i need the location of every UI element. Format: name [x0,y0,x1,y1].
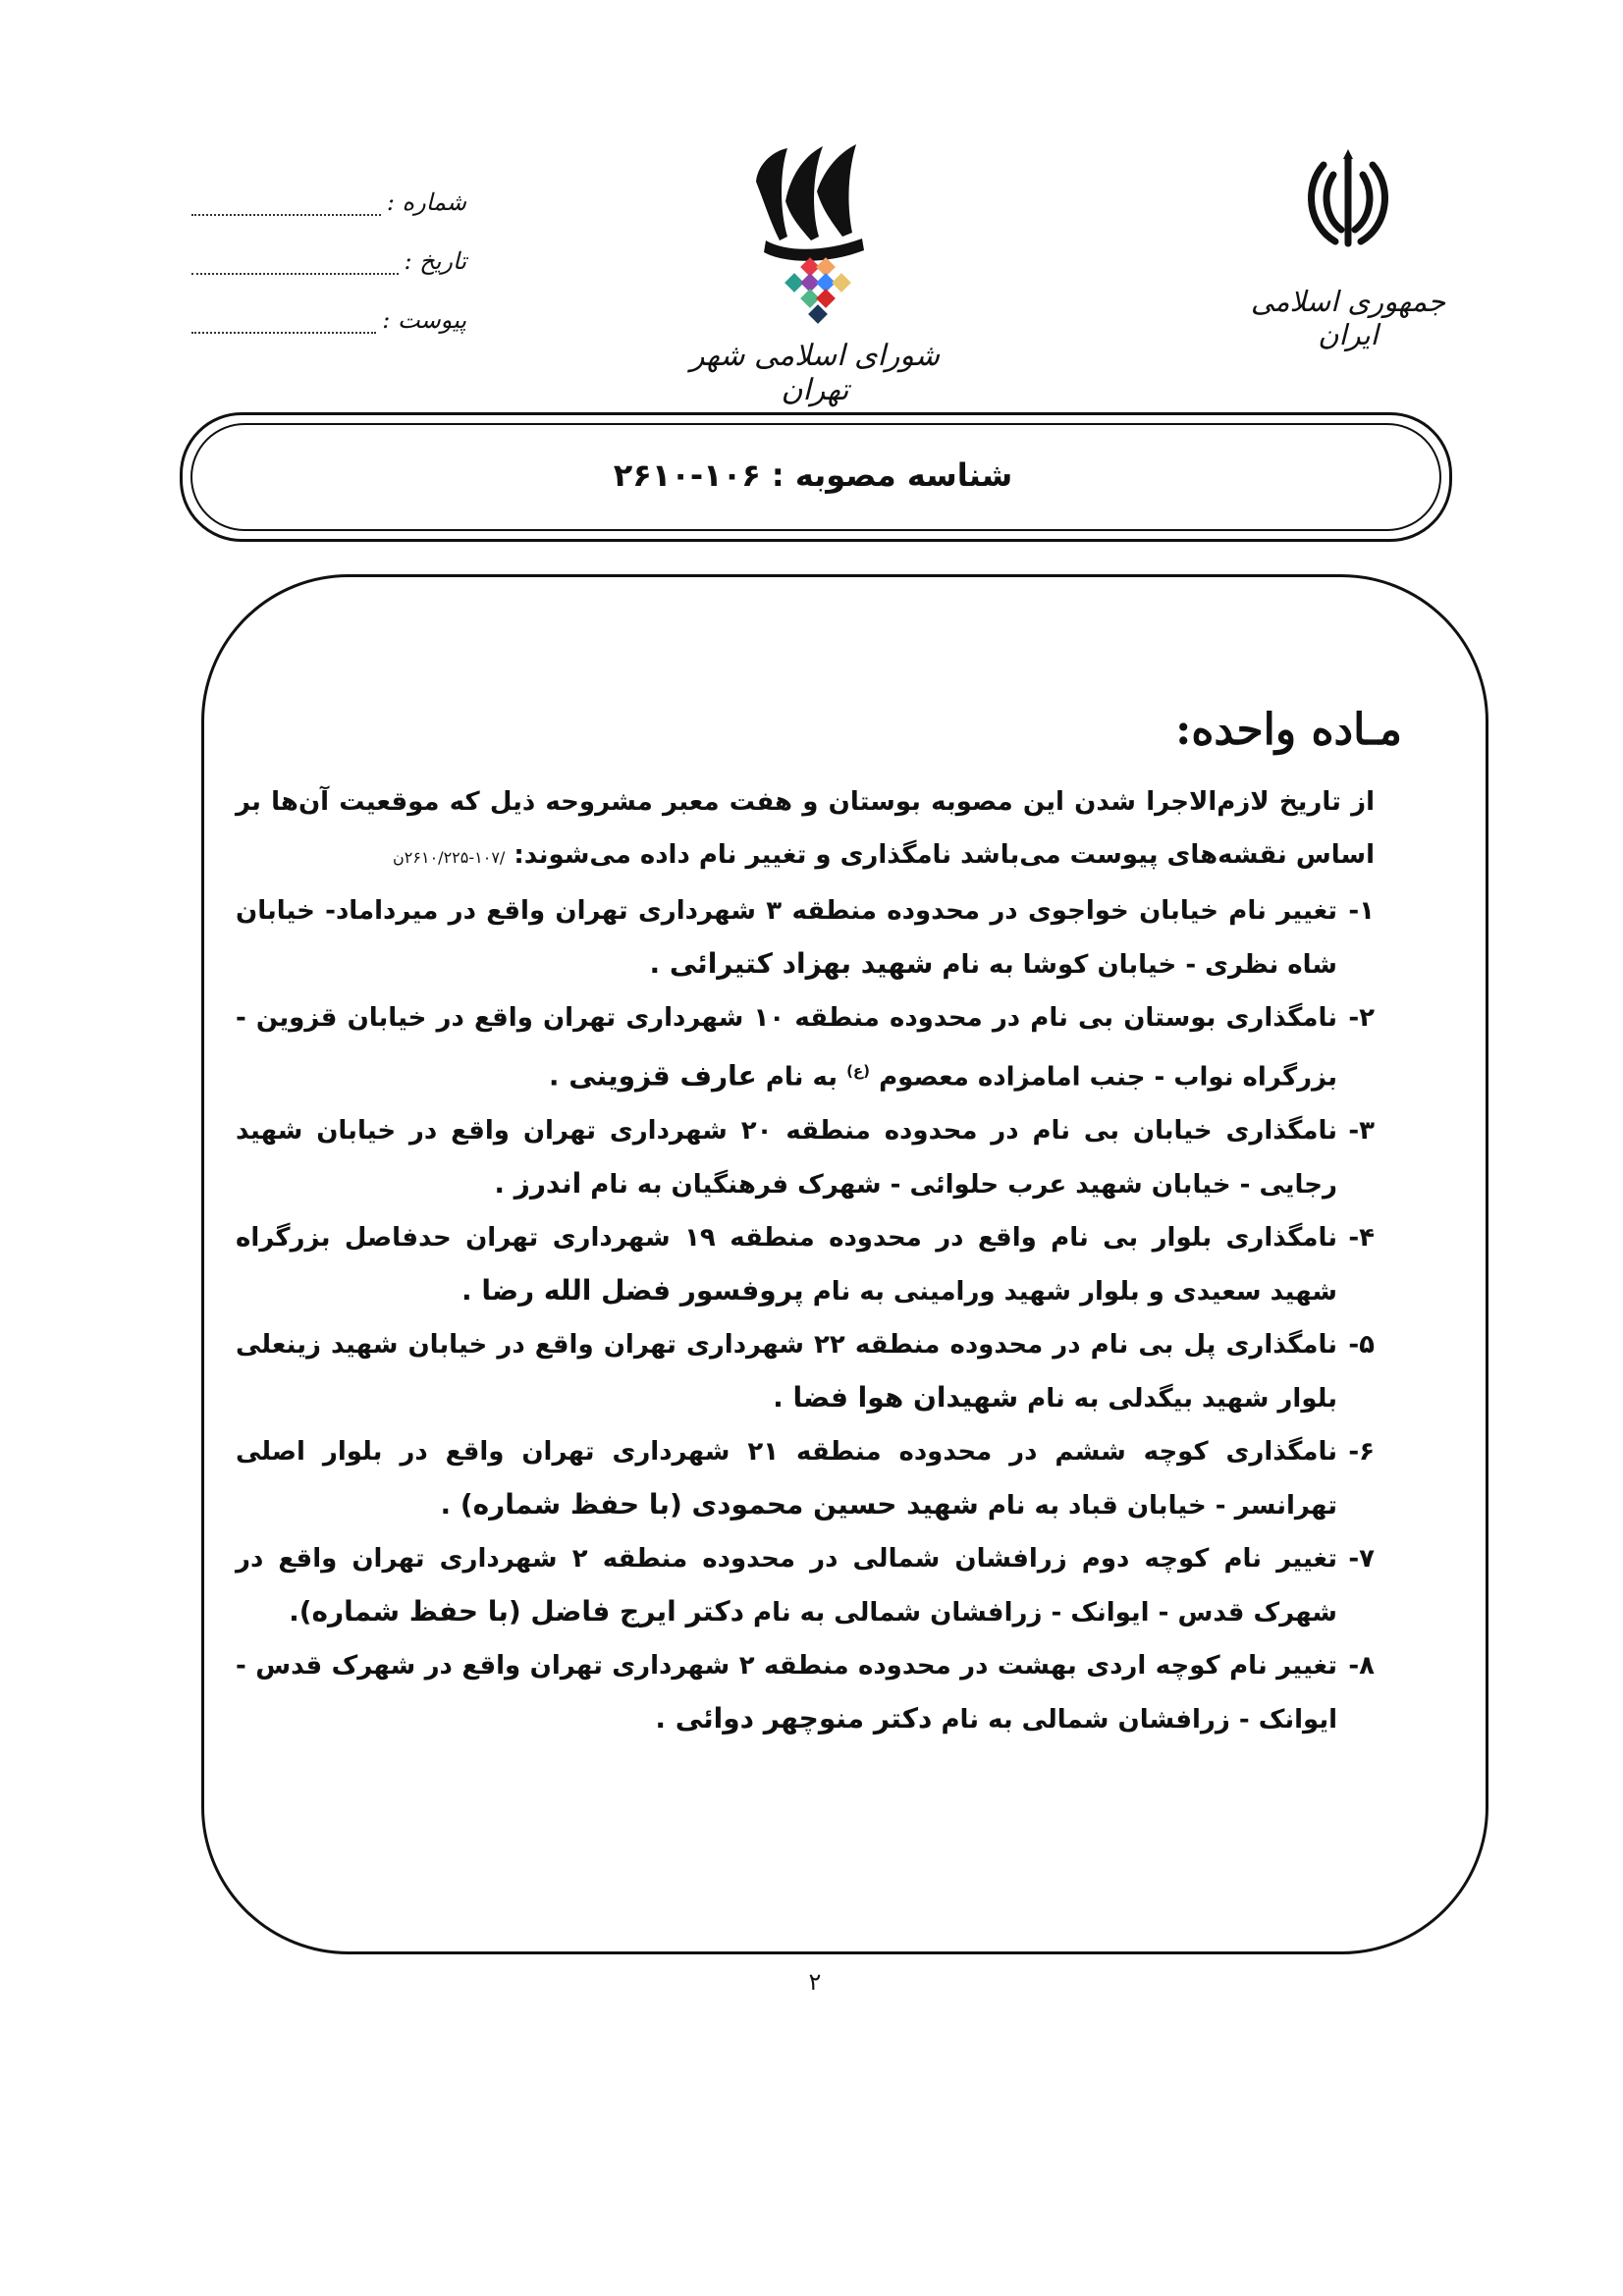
item-text: تغییر نام خیابان خواجوی در محدوده منطقه ۳ شهرداری تهران واقع در میرداماد- خیابان شاه نظری - خیابان کوشا به نام [236,896,1338,980]
item-name: پروفسور فضل الله رضا . [461,1273,804,1307]
item-number: ۵- [1348,1329,1375,1360]
number-dots [191,188,381,216]
date-label: تاریخ : [404,247,466,275]
item-number: ۲- [1348,1003,1375,1033]
item-name: شهیدان هوا فضا . [773,1380,1019,1414]
list-item [236,884,1375,991]
attachment-label: پیوست : [382,306,466,334]
reference-number: /۱۰۷-۲۶۱۰/۲۲۵ن [393,848,506,867]
list-item [236,1211,1375,1318]
item-number: ۴- [1348,1222,1375,1253]
item-number: ۱- [1348,896,1375,926]
item-number: ۳- [1348,1115,1375,1146]
item-text: نامگذاری بلوار بی نام واقع در محدوده منطقه ۱۹ شهرداری تهران حدفاصل بزرگراه شهید سعیدی و بلوار شهید ورامینی به نام [236,1222,1338,1307]
item-text: تغییر نام کوچه اردی بهشت در محدوده منطقه ۲ شهرداری تهران واقع در شهرک قدس - ایوانک - زرافشان شمالی به نام [236,1650,1337,1735]
item-name: شهید بهزاد کتیرائی . [649,947,934,980]
council-name: شورای اسلامی شهر تهران [690,339,940,407]
item-number: ۸- [1348,1650,1375,1681]
tehran-council-logo-icon [746,142,884,339]
item-name: اندرز . [494,1166,582,1200]
item-name: دکتر منوچهر دوائی . [655,1701,933,1735]
list-item [236,1425,1375,1532]
intro-text: از تاریخ لازم‌الاجرا شدن این مصوبه بوستان و هفت معبر مشروحه ذیل که موقعیت آن‌ها بر اساس نقشه‌های پیوست می‌باشد نامگذاری و تغییر نام داده می‌شوند: [236,787,1375,870]
list-item [236,1532,1375,1639]
item-text: نامگذاری پل بی نام در محدوده منطقه ۲۲ شهرداری تهران واقع در خیابان شهید زینعلی بلوار شهید بیگدلی به نام [236,1329,1337,1414]
number-field [191,177,466,216]
list-item [236,1318,1375,1425]
attachment-field [191,294,466,334]
item-text-2: به نام [765,1062,839,1093]
item-text: نامگذاری بوستان بی نام در محدوده منطقه ۱۰ شهرداری تهران واقع در خیابان قزوین - بزرگراه نواب - جنب امامزاده معصوم [236,1003,1337,1093]
resolution-id: شناسه مصوبه : ۱۰۶-۲۶۱۰ [613,456,1013,494]
date-field [191,236,466,275]
iran-emblem-icon [1294,147,1402,255]
list-item [236,1104,1375,1211]
item-text: نامگذاری کوچه ششم در محدوده منطقه ۲۱ شهرداری تهران واقع در بلوار اصلی تهرانسر - خیابان قباد به نام [236,1436,1337,1521]
item-name: شهید حسین محمودی (با حفظ شماره) . [440,1487,979,1521]
article-title: مـاده واحده: [1175,705,1402,755]
attachment-dots [191,306,376,334]
list-item [236,991,1375,1104]
items-list [236,884,1375,1746]
item-name: دکتر ایرج فاضل (با حفظ شماره). [289,1594,744,1628]
page-number: ۲ [808,1968,822,1996]
date-dots [191,247,399,275]
number-label: شماره : [386,188,466,216]
item-name: عارف قزوینی . [548,1059,757,1093]
article-body [236,775,1375,1746]
list-item [236,1639,1375,1746]
item-text: نامگذاری خیابان بی نام در محدوده منطقه ۲۰ شهرداری تهران واقع در خیابان شهید رجایی - خیابان شهید عرب حلوائی - شهرک فرهنگیان به نام [236,1115,1337,1200]
item-text: تغییر نام کوچه دوم زرافشان شمالی در محدوده منطقه ۲ شهرداری تهران واقع در شهرک قدس - ایوانک - زرافشان شمالی به نام [236,1543,1337,1628]
item-number: ۷- [1348,1543,1375,1574]
honorific-superscript: (ع) [846,1062,871,1080]
item-number: ۶- [1348,1436,1375,1467]
country-name: جمهوری اسلامی ایران [1250,285,1446,351]
intro-paragraph [236,775,1375,884]
